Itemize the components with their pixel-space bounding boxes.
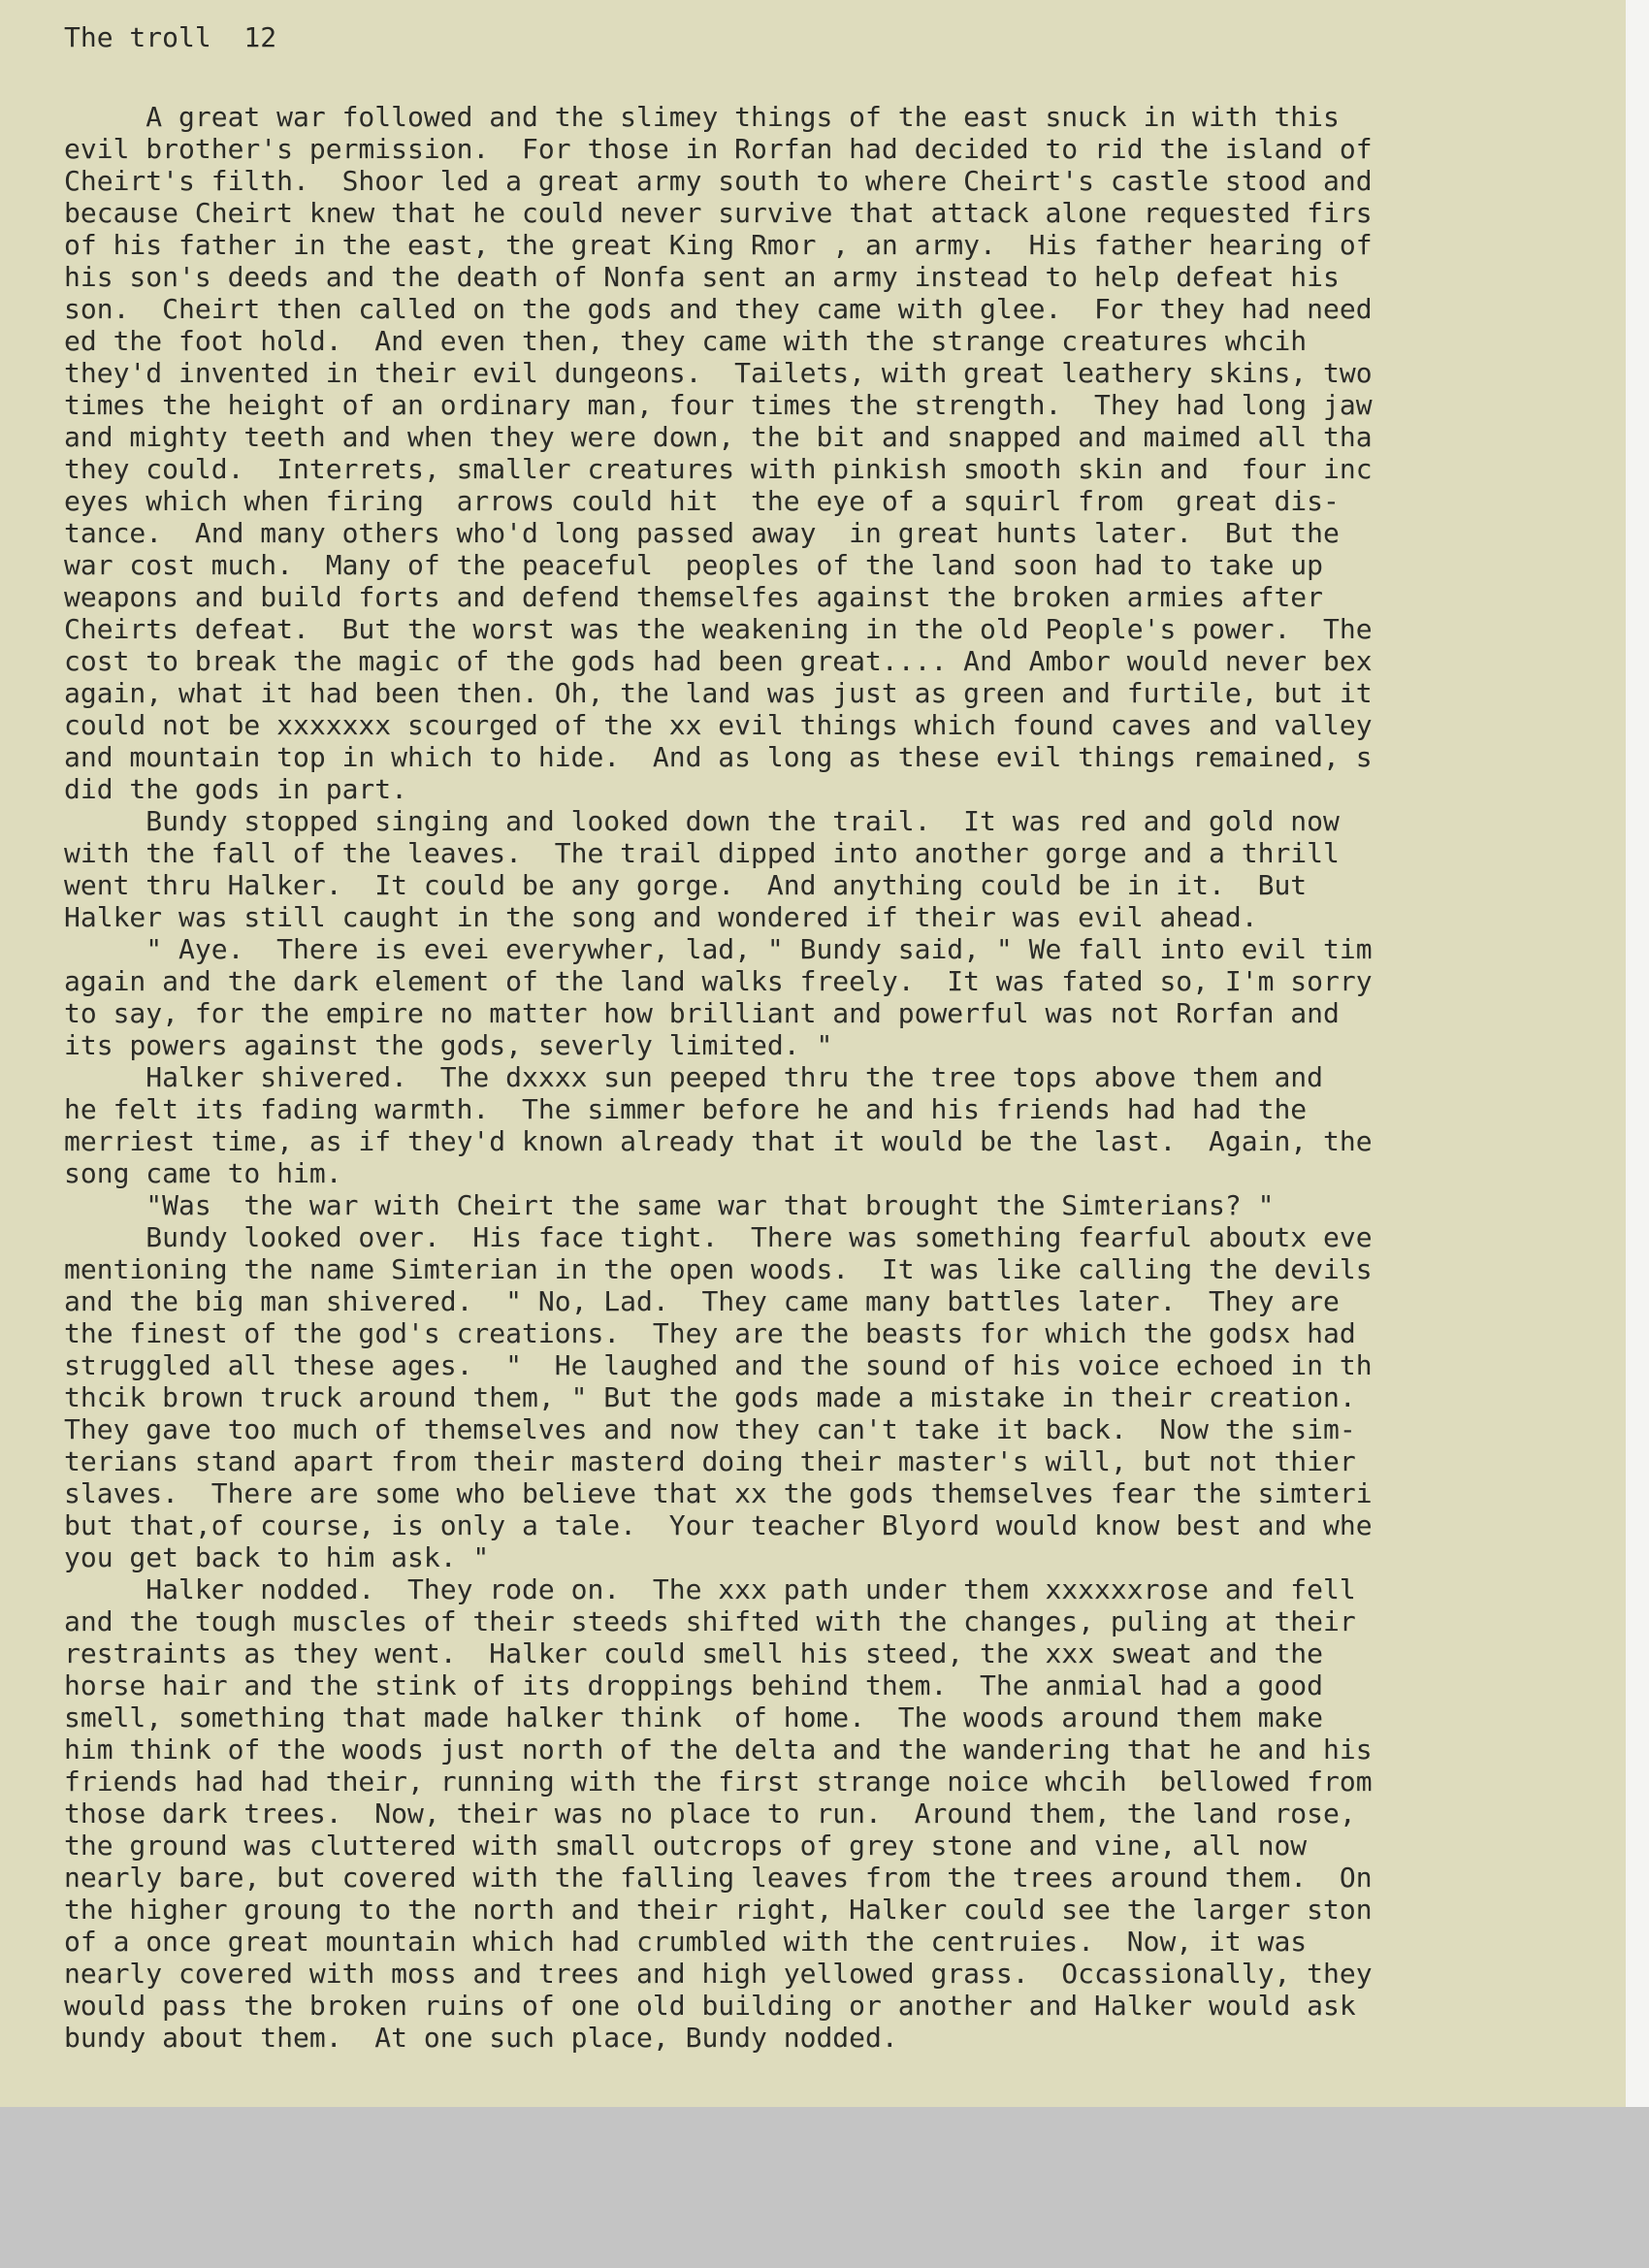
text-line: song came to him. <box>64 1157 342 1189</box>
text-line: friends had had their, running with the first strange noice whcih bellowed from <box>64 1766 1373 1798</box>
text-line: struggled all these ages. " He laughed and the sound of his voice echoed in th <box>64 1349 1373 1381</box>
text-line: they'd invented in their evil dungeons. Tailets, with great leathery skins, two <box>64 357 1373 389</box>
text-line: but that,of course, is only a tale. Your teacher Blyord would know best and whe <box>64 1509 1373 1541</box>
text-line: war cost much. Many of the peaceful peoples of the land soon had to take up <box>64 549 1324 581</box>
text-line: A great war followed and the slimey things of the east snuck in with this <box>64 101 1340 133</box>
text-line: ed the foot hold. And even then, they came with the strange creatures whcih <box>64 325 1308 357</box>
text-line: son. Cheirt then called on the gods and they came with glee. For they had need <box>64 293 1373 325</box>
text-line: bundy about them. At one such place, Bundy nodded. <box>64 2022 898 2054</box>
text-line: Halker shivered. The dxxxx sun peeped thru the tree tops above them and <box>64 1061 1324 1093</box>
text-line: evil brother's permission. For those in Rorfan had decided to rid the island of <box>64 133 1373 165</box>
text-line: they could. Interrets, smaller creatures with pinkish smooth skin and four inc <box>64 453 1373 485</box>
text-line: Cheirt's filth. Shoor led a great army south to where Cheirt's castle stood and <box>64 165 1373 197</box>
text-line: him think of the woods just north of the delta and the wandering that he and his <box>64 1733 1373 1766</box>
text-line: smell, something that made halker think of home. The woods around them make <box>64 1701 1324 1733</box>
text-line: and mighty teeth and when they were down, the bit and snapped and maimed all tha <box>64 421 1373 453</box>
text-line: Bundy stopped singing and looked down the trail. It was red and gold now <box>64 805 1340 837</box>
text-line: went thru Halker. It could be any gorge. And anything could be in it. But <box>64 869 1308 901</box>
text-line: again, what it had been then. Oh, the land was just as green and furtile, but it <box>64 677 1373 709</box>
text-line: the ground was cluttered with small outcrops of grey stone and vine, all now <box>64 1830 1308 1862</box>
page-edge <box>1626 0 1649 2107</box>
text-line: those dark trees. Now, their was no place to run. Around them, the land rose, <box>64 1798 1356 1830</box>
text-line: with the fall of the leaves. The trail dipped into another gorge and a thrill <box>64 837 1340 869</box>
text-line: he felt its fading warmth. The simmer before he and his friends had had the <box>64 1093 1308 1125</box>
text-line: horse hair and the stink of its droppings behind them. The anmial had a good <box>64 1669 1324 1701</box>
text-line: of his father in the east, the great King Rmor , an army. His father hearing of <box>64 229 1373 261</box>
text-line: nearly covered with moss and trees and high yellowed grass. Occassionally, they <box>64 1958 1373 1990</box>
text-line: to say, for the empire no matter how brilliant and powerful was not Rorfan and <box>64 997 1340 1029</box>
text-line: weapons and build forts and defend themselfes against the broken armies after <box>64 581 1324 613</box>
text-line: and mountain top in which to hide. And as long as these evil things remained, s <box>64 741 1373 773</box>
text-line: Bundy looked over. His face tight. There was something fearful aboutx eve <box>64 1221 1373 1253</box>
text-line: its powers against the gods, severly limited. " <box>64 1029 833 1061</box>
text-line: They gave too much of themselves and now they can't take it back. Now the sim- <box>64 1413 1356 1445</box>
text-line: and the tough muscles of their steeds shifted with the changes, puling at their <box>64 1605 1356 1637</box>
text-line: " Aye. There is evei everywher, lad, " Bundy said, " We fall into evil tim <box>64 933 1373 965</box>
text-line: because Cheirt knew that he could never survive that attack alone requested firs <box>64 197 1373 229</box>
text-line: mentioning the name Simterian in the open woods. It was like calling the devils <box>64 1253 1373 1285</box>
text-line: his son's deeds and the death of Nonfa sent an army instead to help defeat his <box>64 261 1340 293</box>
text-line: terians stand apart from their masterd doing their master's will, but not thier <box>64 1445 1356 1477</box>
text-line: thcik brown truck around them, " But the gods made a mistake in their creation. <box>64 1381 1356 1413</box>
text-line: merriest time, as if they'd known already that it would be the last. Again, the <box>64 1125 1373 1157</box>
page-header: The troll 12 <box>64 21 277 53</box>
text-line: eyes which when firing arrows could hit the eye of a squirl from great dis- <box>64 485 1340 517</box>
text-line: again and the dark element of the land walks freely. It was fated so, I'm sorry <box>64 965 1373 997</box>
text-line: cost to break the magic of the gods had been great.... And Ambor would never bex <box>64 645 1373 677</box>
text-line: slaves. There are some who believe that xx the gods themselves fear the simteri <box>64 1477 1373 1509</box>
manuscript-body <box>64 101 1622 2054</box>
text-line: times the height of an ordinary man, four times the strength. They had long jaw <box>64 389 1373 421</box>
text-line: the higher groung to the north and their right, Halker could see the larger ston <box>64 1894 1373 1926</box>
text-line: Halker nodded. They rode on. The xxx path under them xxxxxxrose and fell <box>64 1573 1356 1605</box>
text-line: and the big man shivered. " No, Lad. They came many battles later. They are <box>64 1285 1340 1317</box>
text-line: Halker was still caught in the song and wondered if their was evil ahead. <box>64 901 1258 933</box>
text-line: could not be xxxxxxx scourged of the xx evil things which found caves and valley <box>64 709 1373 741</box>
text-line: nearly bare, but covered with the falling leaves from the trees around them. On <box>64 1862 1373 1894</box>
text-line: you get back to him ask. " <box>64 1541 490 1573</box>
text-line: Cheirts defeat. But the worst was the weakening in the old People's power. The <box>64 613 1373 645</box>
text-line: "Was the war with Cheirt the same war that brought the Simterians? " <box>64 1189 1275 1221</box>
text-line: restraints as they went. Halker could smell his steed, the xxx sweat and the <box>64 1637 1324 1669</box>
text-line: of a once great mountain which had crumbled with the centruies. Now, it was <box>64 1926 1308 1958</box>
text-line: tance. And many others who'd long passed away in great hunts later. But the <box>64 517 1340 549</box>
text-line: would pass the broken ruins of one old building or another and Halker would ask <box>64 1990 1356 2022</box>
text-line: did the gods in part. <box>64 773 408 805</box>
text-line: the finest of the god's creations. They are the beasts for which the godsx had <box>64 1317 1356 1349</box>
